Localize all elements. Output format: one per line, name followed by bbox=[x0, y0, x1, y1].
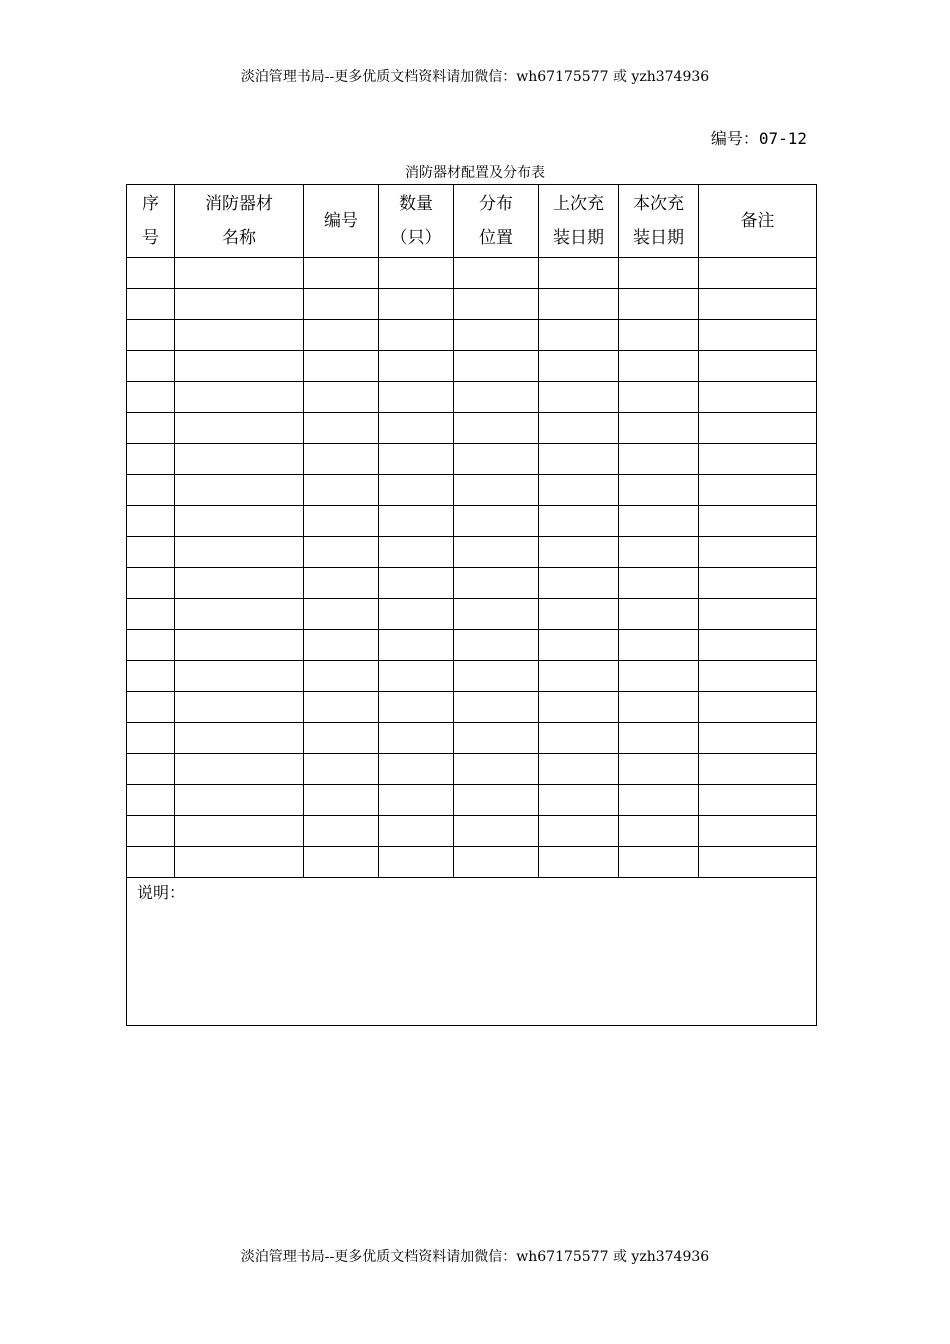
table-cell[interactable] bbox=[619, 320, 699, 351]
table-cell[interactable] bbox=[619, 599, 699, 630]
table-cell[interactable] bbox=[175, 475, 304, 506]
column-header-line: 备注 bbox=[740, 211, 775, 231]
table-cell[interactable] bbox=[379, 599, 454, 630]
table-cell[interactable] bbox=[379, 506, 454, 537]
table-cell[interactable] bbox=[379, 351, 454, 382]
table-cell[interactable] bbox=[619, 475, 699, 506]
table-cell[interactable] bbox=[454, 599, 539, 630]
notes-row bbox=[127, 878, 817, 1026]
table-cell[interactable] bbox=[539, 754, 619, 785]
table-cell[interactable] bbox=[127, 258, 175, 289]
table-cell[interactable] bbox=[454, 754, 539, 785]
table-cell[interactable] bbox=[454, 320, 539, 351]
table-cell[interactable] bbox=[175, 630, 304, 661]
table-cell[interactable] bbox=[304, 351, 379, 382]
table-cell[interactable] bbox=[379, 847, 454, 878]
table-cell[interactable] bbox=[304, 692, 379, 723]
table-cell[interactable] bbox=[619, 506, 699, 537]
table-cell[interactable] bbox=[619, 382, 699, 413]
table-cell[interactable] bbox=[699, 630, 817, 661]
table-cell[interactable] bbox=[379, 320, 454, 351]
table-cell[interactable] bbox=[304, 754, 379, 785]
table-cell[interactable] bbox=[379, 382, 454, 413]
table-cell[interactable] bbox=[454, 444, 539, 475]
table-row bbox=[127, 537, 817, 568]
table-cell[interactable] bbox=[619, 568, 699, 599]
table-cell[interactable] bbox=[454, 692, 539, 723]
table-cell[interactable] bbox=[539, 537, 619, 568]
table-cell[interactable] bbox=[379, 568, 454, 599]
table-cell[interactable] bbox=[304, 444, 379, 475]
table-row bbox=[127, 351, 817, 382]
table-cell[interactable] bbox=[699, 413, 817, 444]
table-cell[interactable] bbox=[127, 661, 175, 692]
notes-label: 说明： bbox=[137, 883, 186, 902]
table-cell[interactable] bbox=[619, 289, 699, 320]
table-cell[interactable] bbox=[127, 785, 175, 816]
table-cell[interactable] bbox=[127, 723, 175, 754]
table-cell[interactable] bbox=[619, 692, 699, 723]
table-cell[interactable] bbox=[699, 599, 817, 630]
column-header-remarks bbox=[699, 185, 817, 258]
table-cell[interactable] bbox=[539, 816, 619, 847]
table-cell[interactable] bbox=[539, 568, 619, 599]
table-cell[interactable] bbox=[175, 723, 304, 754]
table-cell[interactable] bbox=[539, 475, 619, 506]
table-row bbox=[127, 599, 817, 630]
table-cell[interactable] bbox=[699, 289, 817, 320]
table-cell[interactable] bbox=[699, 816, 817, 847]
table-cell[interactable] bbox=[175, 692, 304, 723]
table-row bbox=[127, 382, 817, 413]
table-row bbox=[127, 475, 817, 506]
table-cell[interactable] bbox=[539, 599, 619, 630]
table-cell[interactable] bbox=[539, 661, 619, 692]
table-cell[interactable] bbox=[379, 692, 454, 723]
table-cell[interactable] bbox=[619, 847, 699, 878]
table-cell[interactable] bbox=[175, 785, 304, 816]
column-header-line: 分布 bbox=[479, 194, 513, 214]
table-cell[interactable] bbox=[379, 475, 454, 506]
table-row bbox=[127, 320, 817, 351]
table-cell[interactable] bbox=[619, 661, 699, 692]
table-header-row bbox=[127, 185, 817, 258]
table-cell[interactable] bbox=[175, 413, 304, 444]
table-cell[interactable] bbox=[304, 599, 379, 630]
table-cell[interactable] bbox=[175, 444, 304, 475]
table-cell[interactable] bbox=[127, 444, 175, 475]
table-row bbox=[127, 723, 817, 754]
column-header-last-refill-date bbox=[539, 185, 619, 258]
table-cell[interactable] bbox=[619, 816, 699, 847]
table-cell[interactable] bbox=[699, 537, 817, 568]
table-cell[interactable] bbox=[175, 351, 304, 382]
table-cell[interactable] bbox=[454, 816, 539, 847]
table-cell[interactable] bbox=[619, 413, 699, 444]
table-cell[interactable] bbox=[127, 630, 175, 661]
table-cell[interactable] bbox=[127, 537, 175, 568]
table-cell[interactable] bbox=[619, 723, 699, 754]
table-cell[interactable] bbox=[619, 351, 699, 382]
table-cell[interactable] bbox=[699, 723, 817, 754]
table-cell[interactable] bbox=[379, 289, 454, 320]
table-cell[interactable] bbox=[175, 537, 304, 568]
table-cell[interactable] bbox=[454, 785, 539, 816]
column-header-number bbox=[304, 185, 379, 258]
table-cell[interactable] bbox=[379, 258, 454, 289]
table-cell[interactable] bbox=[175, 506, 304, 537]
table-cell[interactable] bbox=[127, 816, 175, 847]
table-row bbox=[127, 785, 817, 816]
table-cell[interactable] bbox=[619, 444, 699, 475]
table-cell[interactable] bbox=[454, 537, 539, 568]
table-cell[interactable] bbox=[304, 506, 379, 537]
table-row bbox=[127, 661, 817, 692]
table-cell[interactable] bbox=[619, 785, 699, 816]
fire-equipment-table bbox=[126, 184, 817, 1026]
table-cell[interactable] bbox=[539, 692, 619, 723]
table-cell[interactable] bbox=[175, 599, 304, 630]
table-cell[interactable] bbox=[175, 289, 304, 320]
table-body bbox=[127, 258, 817, 878]
table-cell[interactable] bbox=[454, 661, 539, 692]
table-cell[interactable] bbox=[304, 413, 379, 444]
table-cell[interactable] bbox=[175, 661, 304, 692]
table-cell[interactable] bbox=[539, 413, 619, 444]
table-cell[interactable] bbox=[379, 444, 454, 475]
column-header-line: 名称 bbox=[222, 228, 256, 248]
table-cell[interactable] bbox=[454, 258, 539, 289]
column-header-equipment-name bbox=[175, 185, 304, 258]
column-header-location bbox=[454, 185, 539, 258]
table-cell[interactable] bbox=[539, 630, 619, 661]
table-cell[interactable] bbox=[304, 723, 379, 754]
table-cell[interactable] bbox=[379, 537, 454, 568]
column-header-line: 装日期 bbox=[633, 228, 684, 248]
column-header-line: 消防器材 bbox=[205, 194, 273, 214]
table-cell[interactable] bbox=[175, 816, 304, 847]
table-cell[interactable] bbox=[539, 847, 619, 878]
table-cell[interactable] bbox=[539, 382, 619, 413]
column-header-line: 数量 bbox=[399, 194, 433, 214]
table-cell[interactable] bbox=[454, 723, 539, 754]
table-cell[interactable] bbox=[304, 475, 379, 506]
table-cell[interactable] bbox=[304, 847, 379, 878]
table-cell[interactable] bbox=[304, 382, 379, 413]
table-cell[interactable] bbox=[127, 754, 175, 785]
table-cell[interactable] bbox=[304, 816, 379, 847]
table-cell[interactable] bbox=[454, 289, 539, 320]
table-cell[interactable] bbox=[539, 289, 619, 320]
table-row bbox=[127, 816, 817, 847]
table-cell[interactable] bbox=[304, 320, 379, 351]
table-cell[interactable] bbox=[379, 413, 454, 444]
table-cell[interactable] bbox=[304, 537, 379, 568]
column-header-line: （只） bbox=[390, 228, 442, 248]
table-cell[interactable] bbox=[454, 382, 539, 413]
table-cell[interactable] bbox=[127, 506, 175, 537]
table-cell[interactable] bbox=[304, 258, 379, 289]
table-cell[interactable] bbox=[175, 258, 304, 289]
table-cell[interactable] bbox=[699, 847, 817, 878]
table-cell[interactable] bbox=[699, 444, 817, 475]
table-cell[interactable] bbox=[379, 630, 454, 661]
table-cell[interactable] bbox=[454, 568, 539, 599]
table-cell[interactable] bbox=[619, 630, 699, 661]
table-cell[interactable] bbox=[127, 847, 175, 878]
table-cell[interactable] bbox=[127, 351, 175, 382]
table-cell[interactable] bbox=[539, 351, 619, 382]
table-cell[interactable] bbox=[539, 444, 619, 475]
table-cell[interactable] bbox=[379, 723, 454, 754]
table-cell[interactable] bbox=[454, 630, 539, 661]
table-cell[interactable] bbox=[619, 537, 699, 568]
table-title: 消防器材配置及分布表 bbox=[405, 165, 545, 181]
table-cell[interactable] bbox=[127, 382, 175, 413]
table-cell[interactable] bbox=[699, 506, 817, 537]
table-cell[interactable] bbox=[304, 630, 379, 661]
column-header-line: 本次充 bbox=[633, 194, 684, 214]
column-header-line: 编号 bbox=[324, 211, 358, 231]
table-cell[interactable] bbox=[175, 320, 304, 351]
column-header-line: 装日期 bbox=[553, 228, 604, 248]
page-header-text: 淡泊管理书局--更多优质文档资料请加微信：wh67175577 或 yzh374936 bbox=[240, 69, 710, 85]
column-header-line: 号 bbox=[142, 228, 159, 248]
table-row bbox=[127, 413, 817, 444]
table-cell[interactable] bbox=[699, 754, 817, 785]
table-cell[interactable] bbox=[454, 847, 539, 878]
table-cell[interactable] bbox=[699, 258, 817, 289]
table-cell[interactable] bbox=[175, 568, 304, 599]
table-cell[interactable] bbox=[699, 568, 817, 599]
table-cell[interactable] bbox=[454, 475, 539, 506]
table-row bbox=[127, 692, 817, 723]
document-number: 编号：07-12 bbox=[710, 129, 807, 148]
table-cell[interactable] bbox=[175, 847, 304, 878]
table-row bbox=[127, 506, 817, 537]
table-cell[interactable] bbox=[379, 661, 454, 692]
table-cell[interactable] bbox=[619, 754, 699, 785]
column-header-serial bbox=[127, 185, 175, 258]
table-cell[interactable] bbox=[699, 692, 817, 723]
column-header-current-refill-date bbox=[619, 185, 699, 258]
table-cell[interactable] bbox=[699, 320, 817, 351]
table-cell[interactable] bbox=[127, 692, 175, 723]
table-cell[interactable] bbox=[379, 785, 454, 816]
table-cell[interactable] bbox=[127, 320, 175, 351]
notes-cell[interactable] bbox=[127, 878, 817, 1026]
table-cell[interactable] bbox=[454, 351, 539, 382]
column-header-line: 序 bbox=[142, 194, 159, 214]
table-cell[interactable] bbox=[539, 506, 619, 537]
table-cell[interactable] bbox=[699, 785, 817, 816]
column-header-quantity bbox=[379, 185, 454, 258]
page-footer-text: 淡泊管理书局--更多优质文档资料请加微信：wh67175577 或 yzh374936 bbox=[240, 1249, 710, 1265]
table-cell[interactable] bbox=[454, 413, 539, 444]
table-cell[interactable] bbox=[304, 568, 379, 599]
table-cell[interactable] bbox=[175, 754, 304, 785]
table-cell[interactable] bbox=[127, 413, 175, 444]
table-cell[interactable] bbox=[539, 320, 619, 351]
table-cell[interactable] bbox=[379, 816, 454, 847]
table-row bbox=[127, 630, 817, 661]
table-cell[interactable] bbox=[127, 599, 175, 630]
table-cell[interactable] bbox=[379, 754, 454, 785]
table-cell[interactable] bbox=[699, 661, 817, 692]
table-cell[interactable] bbox=[127, 568, 175, 599]
table-row bbox=[127, 754, 817, 785]
table-row bbox=[127, 289, 817, 320]
table-cell[interactable] bbox=[699, 351, 817, 382]
table-cell[interactable] bbox=[454, 506, 539, 537]
table-cell[interactable] bbox=[619, 258, 699, 289]
table-row bbox=[127, 444, 817, 475]
table-row bbox=[127, 258, 817, 289]
table-cell[interactable] bbox=[127, 475, 175, 506]
table-cell[interactable] bbox=[127, 289, 175, 320]
table-cell[interactable] bbox=[539, 258, 619, 289]
column-header-line: 位置 bbox=[479, 228, 513, 248]
table-cell[interactable] bbox=[539, 723, 619, 754]
table-cell[interactable] bbox=[699, 382, 817, 413]
table-cell[interactable] bbox=[175, 382, 304, 413]
table-row bbox=[127, 568, 817, 599]
column-header-line: 上次充 bbox=[553, 194, 604, 214]
table-cell[interactable] bbox=[699, 475, 817, 506]
table-row bbox=[127, 847, 817, 878]
table-cell[interactable] bbox=[304, 785, 379, 816]
table-cell[interactable] bbox=[539, 785, 619, 816]
table-cell[interactable] bbox=[304, 661, 379, 692]
table-cell[interactable] bbox=[304, 289, 379, 320]
